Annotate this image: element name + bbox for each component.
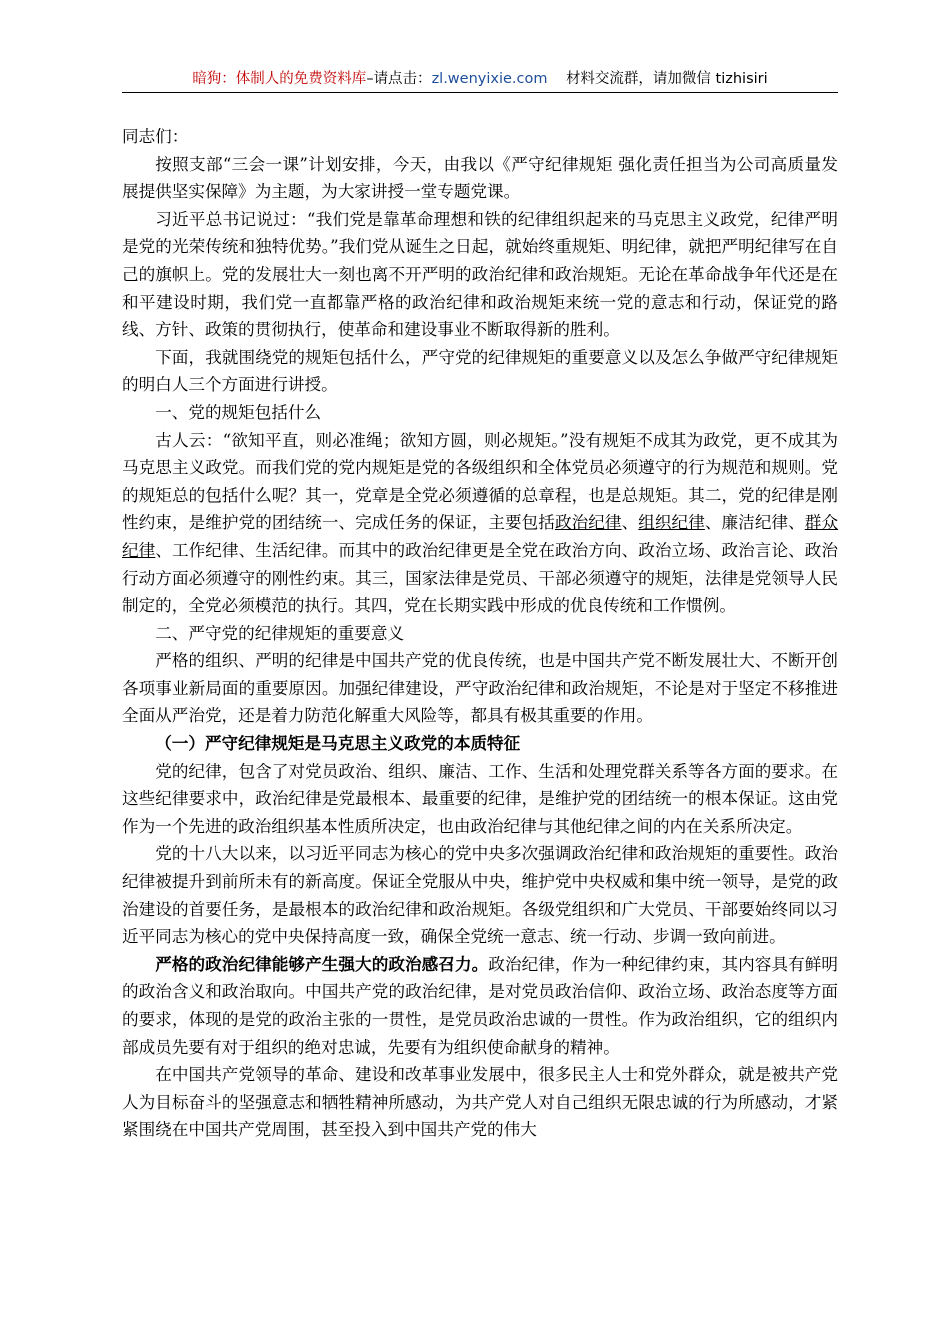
paragraph: 党的十八大以来，以习近平同志为核心的党中央多次强调政治纪律和政治规矩的重要性。政治纪律被提升到前所未有的新高度。保证全党服从中央，维护党中央权威和集中统一领导，是党的政治建设的首要任务，是最根本的政治纪律和政治规矩。各级党组织和广大党员、干部要始终同以习近平同志为核心的党中央保持高度一致，确保全党统一意志、统一行动、步调一致向前进。 — [122, 844, 838, 947]
separator: 、廉洁纪律、 — [704, 513, 805, 533]
header-click-text: –请点击： — [366, 71, 432, 87]
section-heading: 一、党的规矩包括什么 — [155, 402, 322, 422]
paragraph: 党的纪律，包含了对党员政治、组织、廉洁、工作、生活和处理党群关系等各方面的要求。在这些纪律要求中，政治纪律是党最根本、最重要的纪律，是维护党的团结统一的根本保证。这由党作为一个先进的政治组织基本性质所决定，也由政治纪律与其他纪律之间的内在关系所决定。 — [122, 761, 838, 836]
subsection-heading: （一）严守纪律规矩是马克思主义政党的本质特征 — [155, 733, 521, 754]
paragraph: 在中国共产党领导的革命、建设和改革事业发展中，很多民主人士和党外群众，就是被共产党人为目标奋斗的坚强意志和牺牲精神所感动，为共产党人对自己组织无限忠诚的行为所感动，才紧紧围绕在中国共产党周围，甚至投入到中国共产党的伟大 — [122, 1065, 838, 1140]
section-heading: 二、严守党的纪律规矩的重要意义 — [155, 623, 405, 643]
paragraph — [122, 427, 838, 620]
paragraph-text: 古人云：“欲知平直，则必准绳；欲知方圆，则必规矩。”没有规矩不成其为政党，更不成其为马克思主义政党。而我们党的党内规矩是党的各级组织和全体党员必须遵守的行为规范和规则。党的规矩总的包括什么呢？其一，党章是全党必须遵循的总章程，也是总规矩。其二，党的纪律是刚性约束，是维护党的团结统一、完成任务的保证，主要包括 — [122, 430, 838, 533]
header-brand: 暗狗：体制人的免费资料库 — [192, 71, 367, 87]
paragraph: 下面，我就围绕党的规矩包括什么，严守党的纪律规矩的重要意义以及怎么争做严守纪律规矩的明白人三个方面进行讲授。 — [122, 347, 838, 395]
paragraph: 严格的组织、严明的纪律是中国共产党的优良传统，也是中国共产党不断发展壮大、不断开创各项事业新局面的重要原因。加强纪律建设，严守政治纪律和政治规矩，不论是对于坚定不移推进全面从严治党，还是着力防范化解重大风险等，都具有极其重要的作用。 — [122, 651, 838, 726]
link-mass-discipline[interactable]: 群众纪律 — [122, 513, 839, 560]
page-header — [122, 66, 838, 93]
separator: 、 — [621, 513, 639, 533]
link-political-discipline[interactable]: 政治纪律 — [554, 513, 622, 533]
bold-lead-sentence: 严格的政治纪律能够产生强大的政治感召力。 — [155, 953, 489, 974]
document-body — [122, 123, 838, 1144]
header-url-link[interactable]: zl.wenyixie.com — [431, 71, 548, 87]
paragraph: 习近平总书记说过：“我们党是靠革命理想和铁的纪律组织起来的马克思主义政党，纪律严明是党的光荣传统和独特优势。”我们党从诞生之日起，就始终重规矩、明纪律，就把严明纪律写在自己的旗帜上。党的发展壮大一刻也离不开严明的政治纪律和政治规矩。无论在革命战争年代还是在和平建设时期，我们党一直都靠严格的政治纪律和政治规矩来统一党的意志和行动，保证党的路线、方针、政策的贯彻执行，使革命和建设事业不断取得新的胜利。 — [122, 209, 838, 340]
paragraph: 按照支部“三会一课”计划安排，今天，由我以《严守纪律规矩 强化责任担当为公司高质量发展提供坚实保障》为主题，为大家讲授一堂专题党课。 — [122, 154, 838, 202]
paragraph — [122, 951, 838, 1061]
greeting: 同志们： — [122, 127, 189, 146]
paragraph-text: 、工作纪律、生活纪律。而其中的政治纪律更是全党在政治方向、政治立场、政治言论、政治行动方面必须遵守的刚性约束。其三，国家法律是党员、干部必须遵守的规矩，法律是党领导人民制定的，全党必须模范的执行。其四，党在长期实践中形成的优良传统和工作惯例。 — [122, 540, 839, 616]
paragraph-text: 政治纪律，作为一种纪律约束，其内容具有鲜明的政治含义和政治取向。中国共产党的政治纪律，是对党员政治信仰、政治立场、政治态度等方面的要求，体现的是党的政治主张的一贯性，是党员政治忠诚的一贯性。作为政治组织，它的组织内部成员先要有对于组织的绝对忠诚，先要有为组织使命献身的精神。 — [122, 954, 838, 1057]
link-organizational-discipline[interactable]: 组织纪律 — [638, 513, 705, 533]
header-wechat: 材料交流群，请加微信 tizhisiri — [565, 71, 768, 87]
